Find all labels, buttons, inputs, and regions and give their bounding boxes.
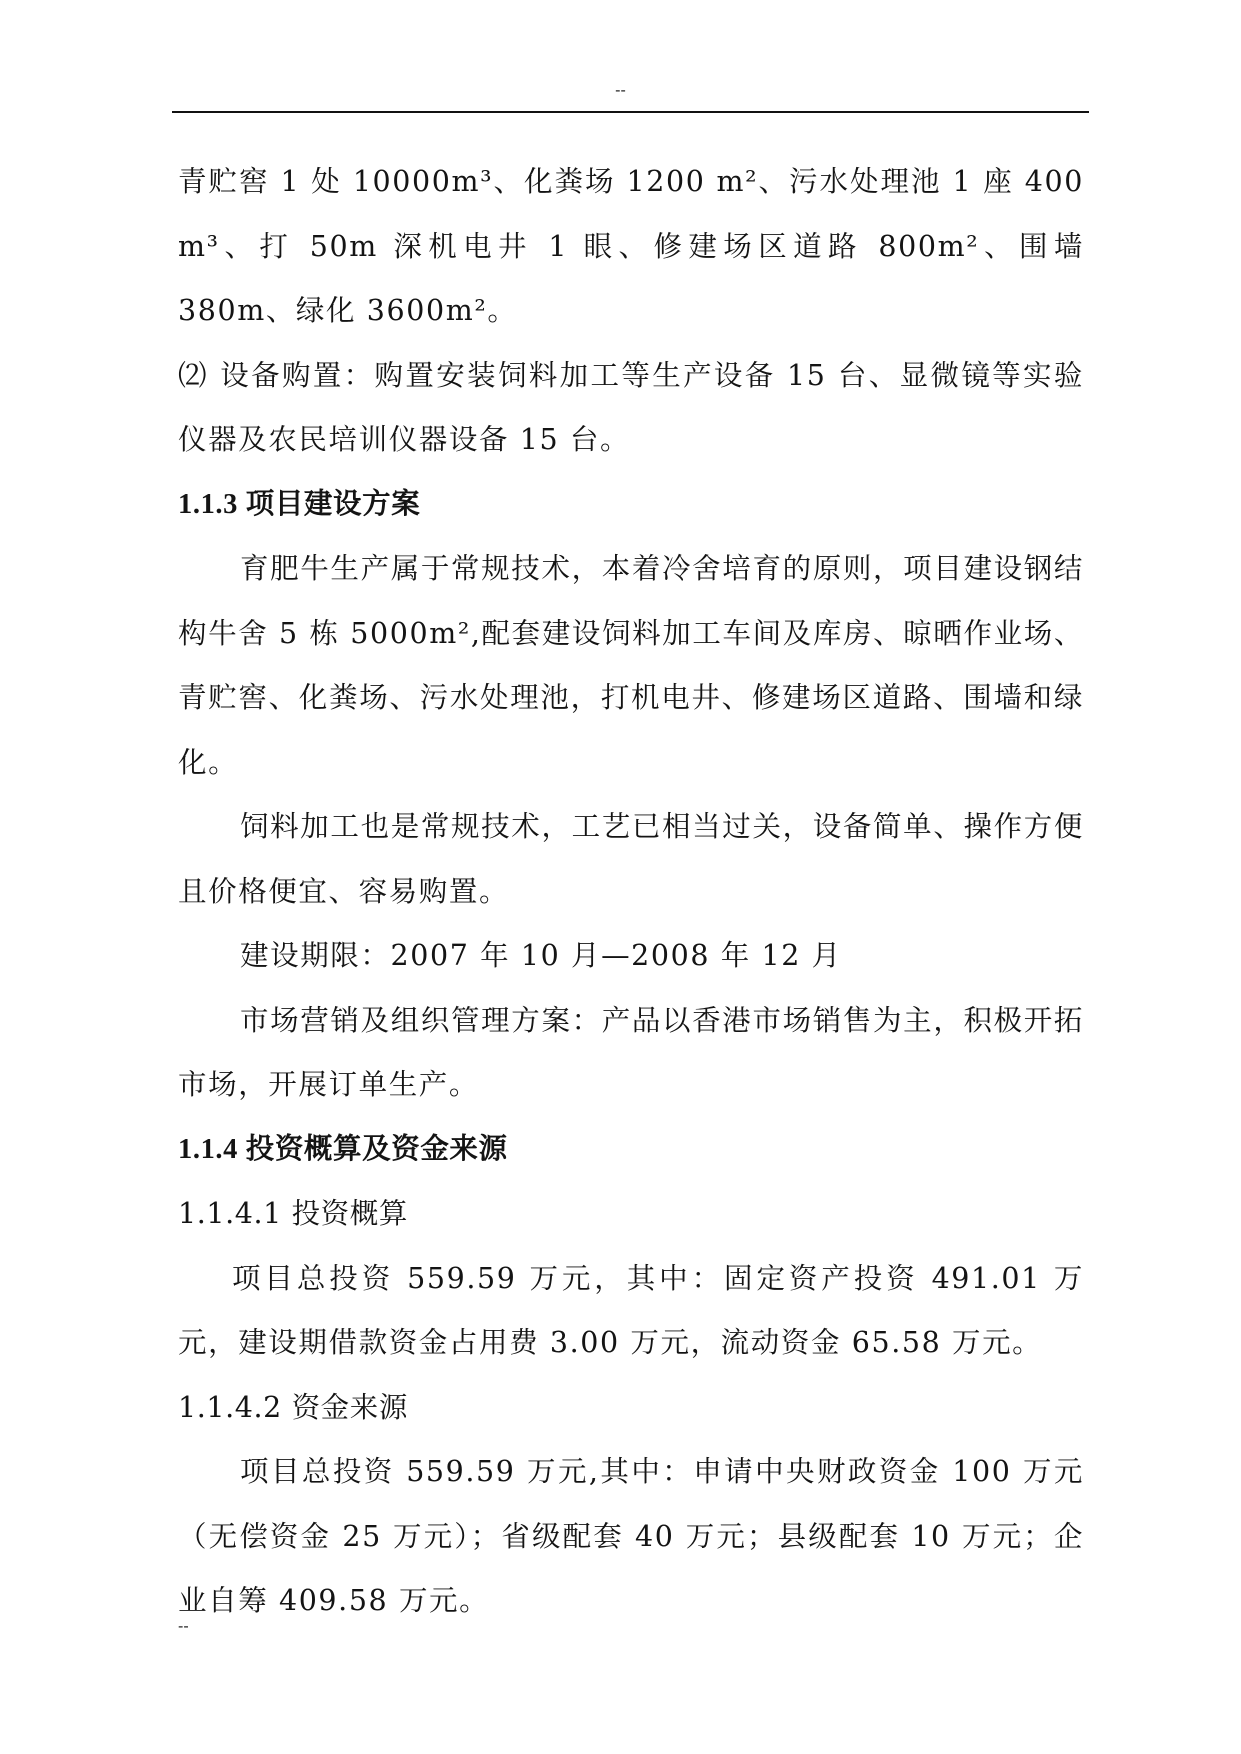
subsection-heading-investment-estimate: 1.1.4.1 投资概算: [178, 1197, 408, 1230]
document-body: [178, 150, 1084, 1634]
section-heading-construction-plan: 1.1.3 项目建设方案: [178, 488, 421, 520]
paragraph-construction-plan: 育肥牛生产属于常规技术，本着冷舍培育的原则，项目建设钢结构牛舍 5 栋 5000m²,配套建设饲料加工车间及库房、晾晒作业场、青贮窖、化粪场、污水处理池，打机电井、修建场区道路、围墙和绿化。: [178, 552, 1084, 779]
paragraph-marketing-plan: 市场营销及组织管理方案：产品以香港市场销售为主，积极开拓市场，开展订单生产。: [178, 1003, 1084, 1101]
header-divider: [172, 111, 1089, 113]
paragraph-funding-source: 项目总投资 559.59 万元,其中：申请中央财政资金 100 万元（无偿资金 25 万元）；省级配套 40 万元；县级配套 10 万元；企业自筹 409.58 万元。: [178, 1455, 1084, 1617]
section-heading-investment: 1.1.4 投资概算及资金来源: [178, 1133, 508, 1165]
page-header-mark: --: [615, 82, 626, 99]
paragraph-feed-processing: 饲料加工也是常规技术，工艺已相当过关，设备简单、操作方便且价格便宜、容易购置。: [178, 810, 1084, 908]
paragraph-equipment-purchase: ⑵ 设备购置：购置安装饲料加工等生产设备 15 台、显微镜等实验仪器及农民培训仪器设备 15 台。: [178, 358, 1084, 456]
paragraph-storage-facilities: 青贮窖 1 处 10000m³、化粪场 1200 m²、污水处理池 1 座 400 m³、打 50m 深机电井 1 眼、修建场区道路 800m²、围墙 380m、绿化 3600m²。: [178, 165, 1084, 327]
subsection-heading-funding-source: 1.1.4.2 资金来源: [178, 1390, 408, 1424]
page-footer-mark: --: [178, 1618, 189, 1635]
paragraph-investment-estimate: 项目总投资 559.59 万元，其中：固定资产投资 491.01 万元，建设期借款资金占用费 3.00 万元，流动资金 65.58 万元。: [178, 1261, 1084, 1359]
paragraph-construction-period: 建设期限：2007 年 10 月—2008 年 12 月: [240, 939, 842, 972]
